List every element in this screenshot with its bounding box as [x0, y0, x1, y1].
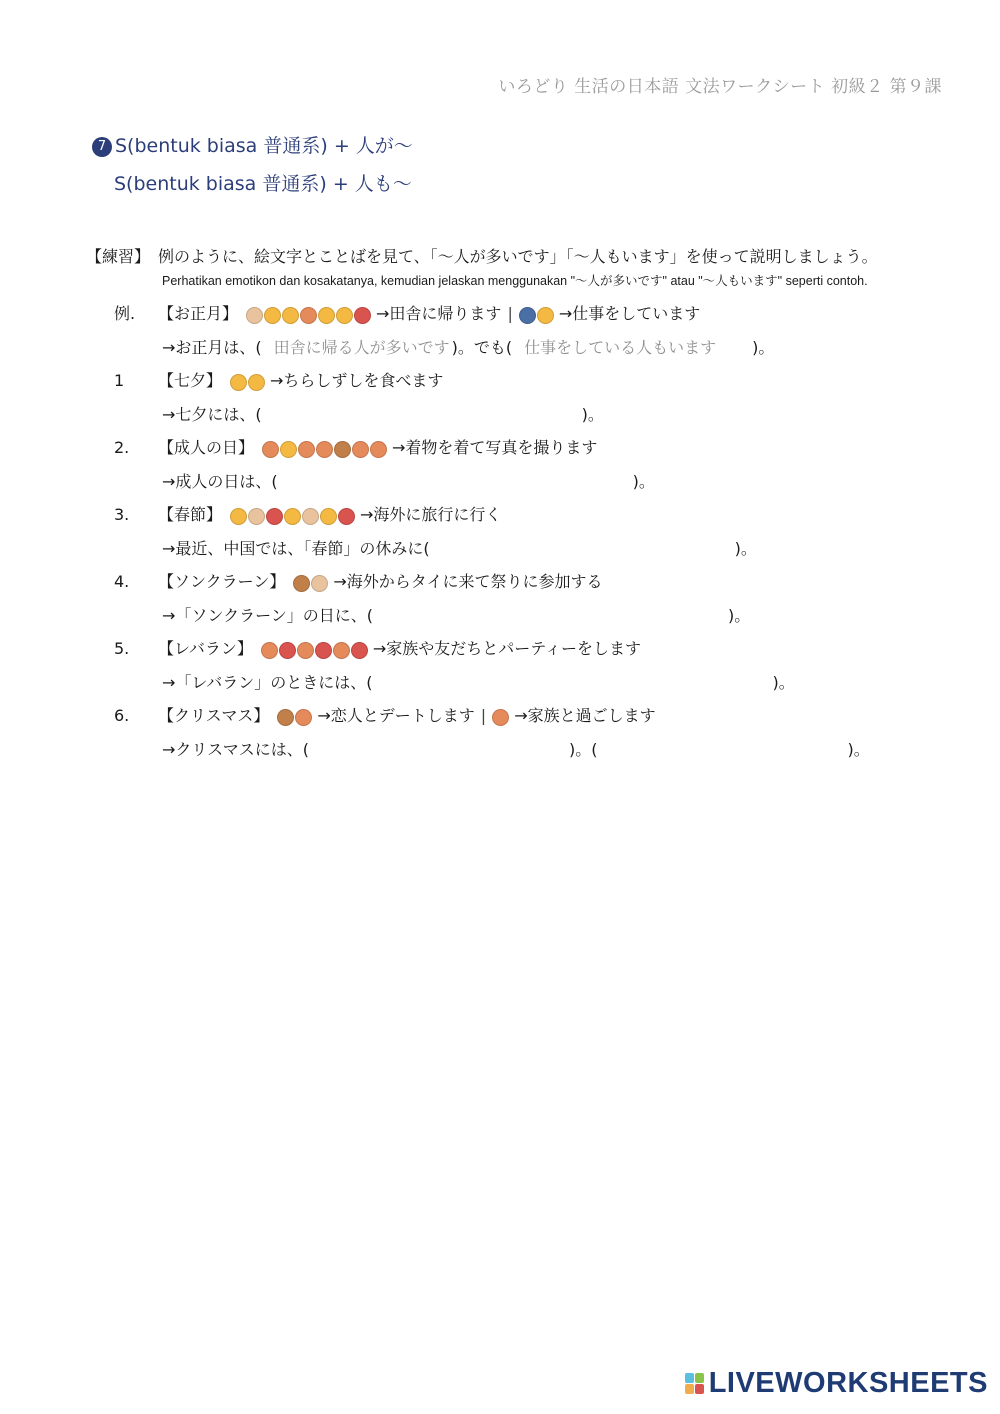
- emoji-icon: [248, 374, 265, 391]
- answer-prefix: →七夕には、(: [162, 405, 262, 424]
- item-keyword: 【春節】: [158, 505, 223, 524]
- separator: |: [507, 304, 513, 323]
- prompt-line: [86, 498, 966, 532]
- prompt-text: →海外からタイに来て祭りに参加する: [333, 572, 603, 591]
- item-number: 例.: [114, 304, 136, 323]
- answer-suffix: )。: [581, 405, 604, 424]
- emoji-icon: [318, 307, 335, 324]
- prompt-text: →着物を着て写真を撮ります: [392, 438, 598, 457]
- answer-prefix: →クリスマスには、(: [162, 740, 310, 759]
- emoji-icon: [246, 307, 263, 324]
- prompt-line: [86, 364, 966, 398]
- prompt-text: →家族や友だちとパーティーをします: [372, 639, 642, 658]
- emoji-icon: [266, 508, 283, 525]
- answer-prefix: →成人の日は、(: [162, 472, 278, 491]
- item-number: 1: [114, 371, 125, 390]
- emoji-icon: [284, 508, 301, 525]
- grammar-title: [92, 134, 413, 210]
- exercise-item: [86, 632, 966, 699]
- emoji-icon: [300, 307, 317, 324]
- item-number: 5.: [114, 639, 130, 658]
- answer-line: [86, 666, 966, 699]
- answer-suffix: )。: [734, 539, 757, 558]
- title-line-2: S(bentuk biasa 普通系) + 人も〜: [114, 173, 412, 195]
- answer-prefix: →最近、中国では、「春節」の休みに(: [162, 539, 430, 558]
- exercise-label: 【練習】: [86, 247, 151, 266]
- emoji-icon: [352, 441, 369, 458]
- answer-suffix: )。: [772, 673, 795, 692]
- emoji-group: [293, 566, 329, 600]
- emoji-icon: [248, 508, 265, 525]
- emoji-icon: [354, 307, 371, 324]
- answer-suffix: )。: [752, 338, 775, 357]
- answer-middle: )。でも(: [451, 338, 513, 357]
- prompt-text: →海外に旅行に行く: [360, 505, 502, 524]
- item-keyword: 【成人の日】: [158, 438, 255, 457]
- emoji-icon: [298, 441, 315, 458]
- exercise-item: [86, 498, 966, 565]
- emoji-group: [246, 298, 372, 332]
- sample-answer: 田舎に帰る人が多いです: [273, 338, 450, 357]
- emoji-icon: [311, 575, 328, 592]
- number-badge: 7: [92, 137, 112, 157]
- item-number: 2.: [114, 438, 130, 457]
- emoji-icon: [277, 709, 294, 726]
- answer-line: [86, 331, 966, 364]
- emoji-icon: [230, 508, 247, 525]
- answer-line: [86, 532, 966, 565]
- answer-line: [86, 465, 966, 498]
- emoji-group: [230, 499, 356, 533]
- emoji-icon: [302, 508, 319, 525]
- title-line-1: [92, 134, 413, 172]
- answer-prefix: →「レバラン」のときには、(: [162, 673, 373, 692]
- emoji-group: [261, 633, 369, 667]
- prompt-line: [86, 632, 966, 666]
- emoji-icon: [282, 307, 299, 324]
- emoji-icon: [333, 642, 350, 659]
- item-number: 6.: [114, 706, 130, 725]
- emoji-icon: [492, 709, 509, 726]
- answer-blank[interactable]: [512, 331, 752, 364]
- prompt-text: →ちらしずしを食べます: [270, 371, 444, 390]
- emoji-icon: [295, 709, 312, 726]
- emoji-icon: [320, 508, 337, 525]
- answer-suffix: )。: [847, 740, 870, 759]
- emoji-icon: [280, 441, 297, 458]
- liveworksheets-brand: LIVEWORKSHEETS: [708, 1367, 988, 1399]
- title-text-1: S(bentuk biasa 普通系) + 人が〜: [115, 135, 413, 157]
- emoji-icon: [537, 307, 554, 324]
- item-number: 3.: [114, 505, 130, 524]
- prompt-line: [86, 699, 966, 733]
- exercise-item: [86, 699, 966, 766]
- emoji-icon: [262, 441, 279, 458]
- emoji-group: [262, 432, 388, 466]
- item-keyword: 【クリスマス】: [158, 706, 270, 725]
- item-keyword: 【ソンクラーン】: [158, 572, 286, 591]
- answer-prefix: →お正月は、(: [162, 338, 262, 357]
- answer-suffix: )。: [728, 606, 751, 625]
- emoji-icon: [279, 642, 296, 659]
- emoji-icon: [261, 642, 278, 659]
- item-keyword: 【レバラン】: [158, 639, 253, 658]
- emoji-group: [277, 700, 313, 734]
- emoji-icon: [336, 307, 353, 324]
- emoji-group: [492, 700, 510, 734]
- answer-suffix: )。: [632, 472, 655, 491]
- answer-prefix: →「ソンクラーン」の日に、(: [162, 606, 374, 625]
- item-number: 4.: [114, 572, 130, 591]
- exercise-section: [86, 244, 966, 766]
- prompt-line: [86, 431, 966, 465]
- prompt-text: →仕事をしています: [558, 304, 701, 323]
- worksheet-header: いろどり 生活の日本語 文法ワークシート 初級２ 第９課: [498, 77, 942, 97]
- exercise-item: [86, 364, 966, 431]
- item-keyword: 【七夕】: [158, 371, 223, 390]
- emoji-icon: [338, 508, 355, 525]
- answer-line: [86, 733, 966, 766]
- liveworksheets-logo-icon: [685, 1373, 705, 1395]
- prompt-line: [86, 297, 966, 331]
- prompt-text: →家族と過ごします: [514, 706, 656, 725]
- emoji-group: [519, 298, 555, 332]
- instruction: [86, 244, 966, 267]
- answer-middle: )。(: [569, 740, 598, 759]
- exercise-item: [86, 565, 966, 632]
- prompt-line: [86, 565, 966, 599]
- answer-line: [86, 398, 966, 431]
- instruction-text: 例のように、絵文字とことばを見て、「〜人が多いです」「〜人もいます」を使って説明しましょう。: [158, 247, 878, 266]
- sample-answer: 仕事をしている人もいます: [524, 338, 717, 357]
- emoji-icon: [316, 441, 333, 458]
- exercise-items: [86, 297, 966, 766]
- prompt-text: →恋人とデートします: [317, 706, 475, 725]
- emoji-icon: [519, 307, 536, 324]
- emoji-group: [230, 365, 266, 399]
- answer-line: [86, 599, 966, 632]
- instruction-translation: Perhatikan emotikon dan kosakatanya, kemudian jelaskan menggunakan "〜人が多いです" atau "〜人もいます" seperti contoh.: [162, 274, 868, 288]
- emoji-icon: [297, 642, 314, 659]
- liveworksheets-logo: [685, 1367, 988, 1400]
- emoji-icon: [351, 642, 368, 659]
- separator: |: [480, 706, 487, 725]
- emoji-icon: [293, 575, 310, 592]
- item-keyword: 【お正月】: [158, 304, 239, 323]
- emoji-icon: [370, 441, 387, 458]
- answer-blank[interactable]: [262, 331, 452, 364]
- emoji-icon: [230, 374, 247, 391]
- exercise-item: [86, 431, 966, 498]
- emoji-icon: [334, 441, 351, 458]
- exercise-item: [86, 297, 966, 364]
- emoji-icon: [315, 642, 332, 659]
- prompt-text: →田舎に帰ります: [376, 304, 502, 323]
- emoji-icon: [264, 307, 281, 324]
